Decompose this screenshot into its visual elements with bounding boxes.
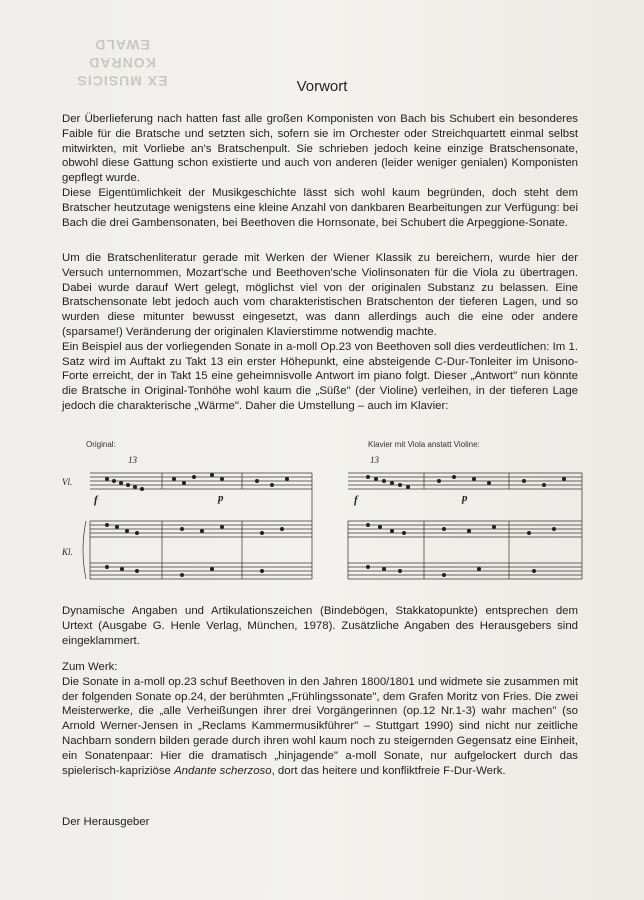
stamp-line-2: KONRAD EWALD bbox=[88, 37, 156, 71]
paragraph-2: Diese Eigentümlichkeit der Musikgeschichte lässt sich wohl kaum begründen, doch steht dem Bratscher heutzutage wenigstens eine kleine Anzahl von dankbaren Bearbeitungen zur Verfügung: bei Bach die drei Gambensonaten, bei Beethoven die Hornsonate, bei Schubert die Arpeggione-Sonate. bbox=[62, 186, 578, 229]
dynamic-p-right: p bbox=[462, 492, 468, 504]
score-original bbox=[62, 451, 314, 599]
section-heading-zum-werk: Zum Werk: bbox=[62, 661, 118, 673]
dynamic-f-right: f bbox=[354, 494, 358, 506]
paragraph-1: Der Überlieferung nach hatten fast alle großen Komponisten von Bach bis Schubert ein besonderes Faible für die Bratsche und setzten sich, sofern sie im Orchester oder Streichquartett einmal selbst mitwirkten, mit Vorliebe an's Bratschenpult. Sie schrieben jedoch keine einzige Bratschensonate, obwohl diese Gattung schon existierte und auch von anderen (leider weniger genialen) Komponisten gepflegt wurde. bbox=[62, 113, 578, 185]
preface-block-3 bbox=[62, 604, 578, 648]
paragraph-5: Dynamische Angaben und Artikulationszeichen (Bindebögen, Stakkatopunkte) entsprechen dem Urtext (Ausgabe G. Henle Verlag, München, 1978). Zusätzliche Angaben des Herausgebers sind eingeklammert. bbox=[62, 605, 578, 647]
paragraph-6-text: Die Sonate in a-moll op.23 schuf Beethoven in den Jahren 1800/1801 und widmete sie zusammen mit der folgenden Sonate op.24, der berühmten „Frühlingssonate", dem Grafen Moritz von Fries. Die zwei Meisterwerke, die „alle Verheißungen ihrer drei Vorgängerinnen (op.12 Nr.1-3) wahr machen" (so Arnold Werner-Jensen in „Reclams Kammermusikführer" – Stuttgart 1990) sind nicht nur zeitliche Nachbarn sondern bilden gerade durch ihren wohl kaum noch zu steigernden Gegensatz eine Einheit, ein Sonatenpaar: Hier die dramatisch „hinjagende" a-moll Sonate, nur aufgelockert durch das spielerisch-kapriziöse bbox=[62, 675, 578, 777]
music-example-viola bbox=[344, 440, 584, 599]
measure-number-left: 13 bbox=[128, 455, 137, 465]
instrument-label-kl: Kl. bbox=[62, 547, 73, 557]
music-example-original bbox=[62, 440, 314, 599]
preface-block-4 bbox=[62, 660, 578, 778]
paragraph-3: Um die Bratschenliteratur gerade mit Werken der Wiener Klassik zu bereichern, wurde hier der Versuch unternommen, Mozart'sche und Beethoven'sche Violinsonaten für die Viola zu übertragen. Dabei wurde darauf Wert gelegt, möglichst viel von der originalen Substanz zu belassen. Eine Bratschensonate lebt jedoch auch vom charakteristischen Bratschenton der tieferen Lagen, und so wurden diese mitunter bewusst eingesetzt, was dann allerdings auch die eine oder andere (sparsame!) Veränderung der originalen Klavierstimme notwendig machte. bbox=[62, 252, 578, 338]
score-viola bbox=[344, 451, 584, 599]
preface-block-2 bbox=[62, 251, 578, 414]
dynamic-f-left: f bbox=[94, 494, 98, 506]
music-label-viola: Klavier mit Viola anstatt Violine: bbox=[368, 440, 480, 449]
signature: Der Herausgeber bbox=[62, 816, 150, 828]
paragraph-6 bbox=[62, 675, 578, 779]
paragraph-6-italic: Andante scherzoso bbox=[174, 764, 272, 777]
dynamic-p-left: p bbox=[218, 492, 224, 504]
paragraph-4: Ein Beispiel aus der vorliegenden Sonate in a-moll Op.23 von Beethoven soll dies verdeutlichen: Im 1. Satz wird im Auftakt zu Takt 13 ein erster Höhepunkt, eine absteigende C-Dur-Tonleiter im Unisono-Forte erreicht, der in Takt 15 eine geheimnisvolle Antwort im piano folgt. Dieser „Antwort" nun könnte die Bratsche in Original-Tonhöhe wohl kaum die „Süße" (der Violine) verleihen, in der tieferen Lage jedoch die charakterische „Wärme". Daher die Umstellung – auch im Klavier: bbox=[62, 340, 578, 412]
measure-number-right: 13 bbox=[370, 455, 379, 465]
stamp-line-1: EX MUSICIS bbox=[76, 73, 168, 89]
preface-block-1 bbox=[62, 112, 578, 230]
instrument-label-vl: Vl. bbox=[62, 477, 73, 487]
page-title: Vorwort bbox=[296, 78, 348, 95]
paragraph-6-end: , dort das heitere und konfliktfreie F-Dur-Werk. bbox=[271, 764, 506, 777]
music-label-original: Original: bbox=[86, 440, 116, 449]
